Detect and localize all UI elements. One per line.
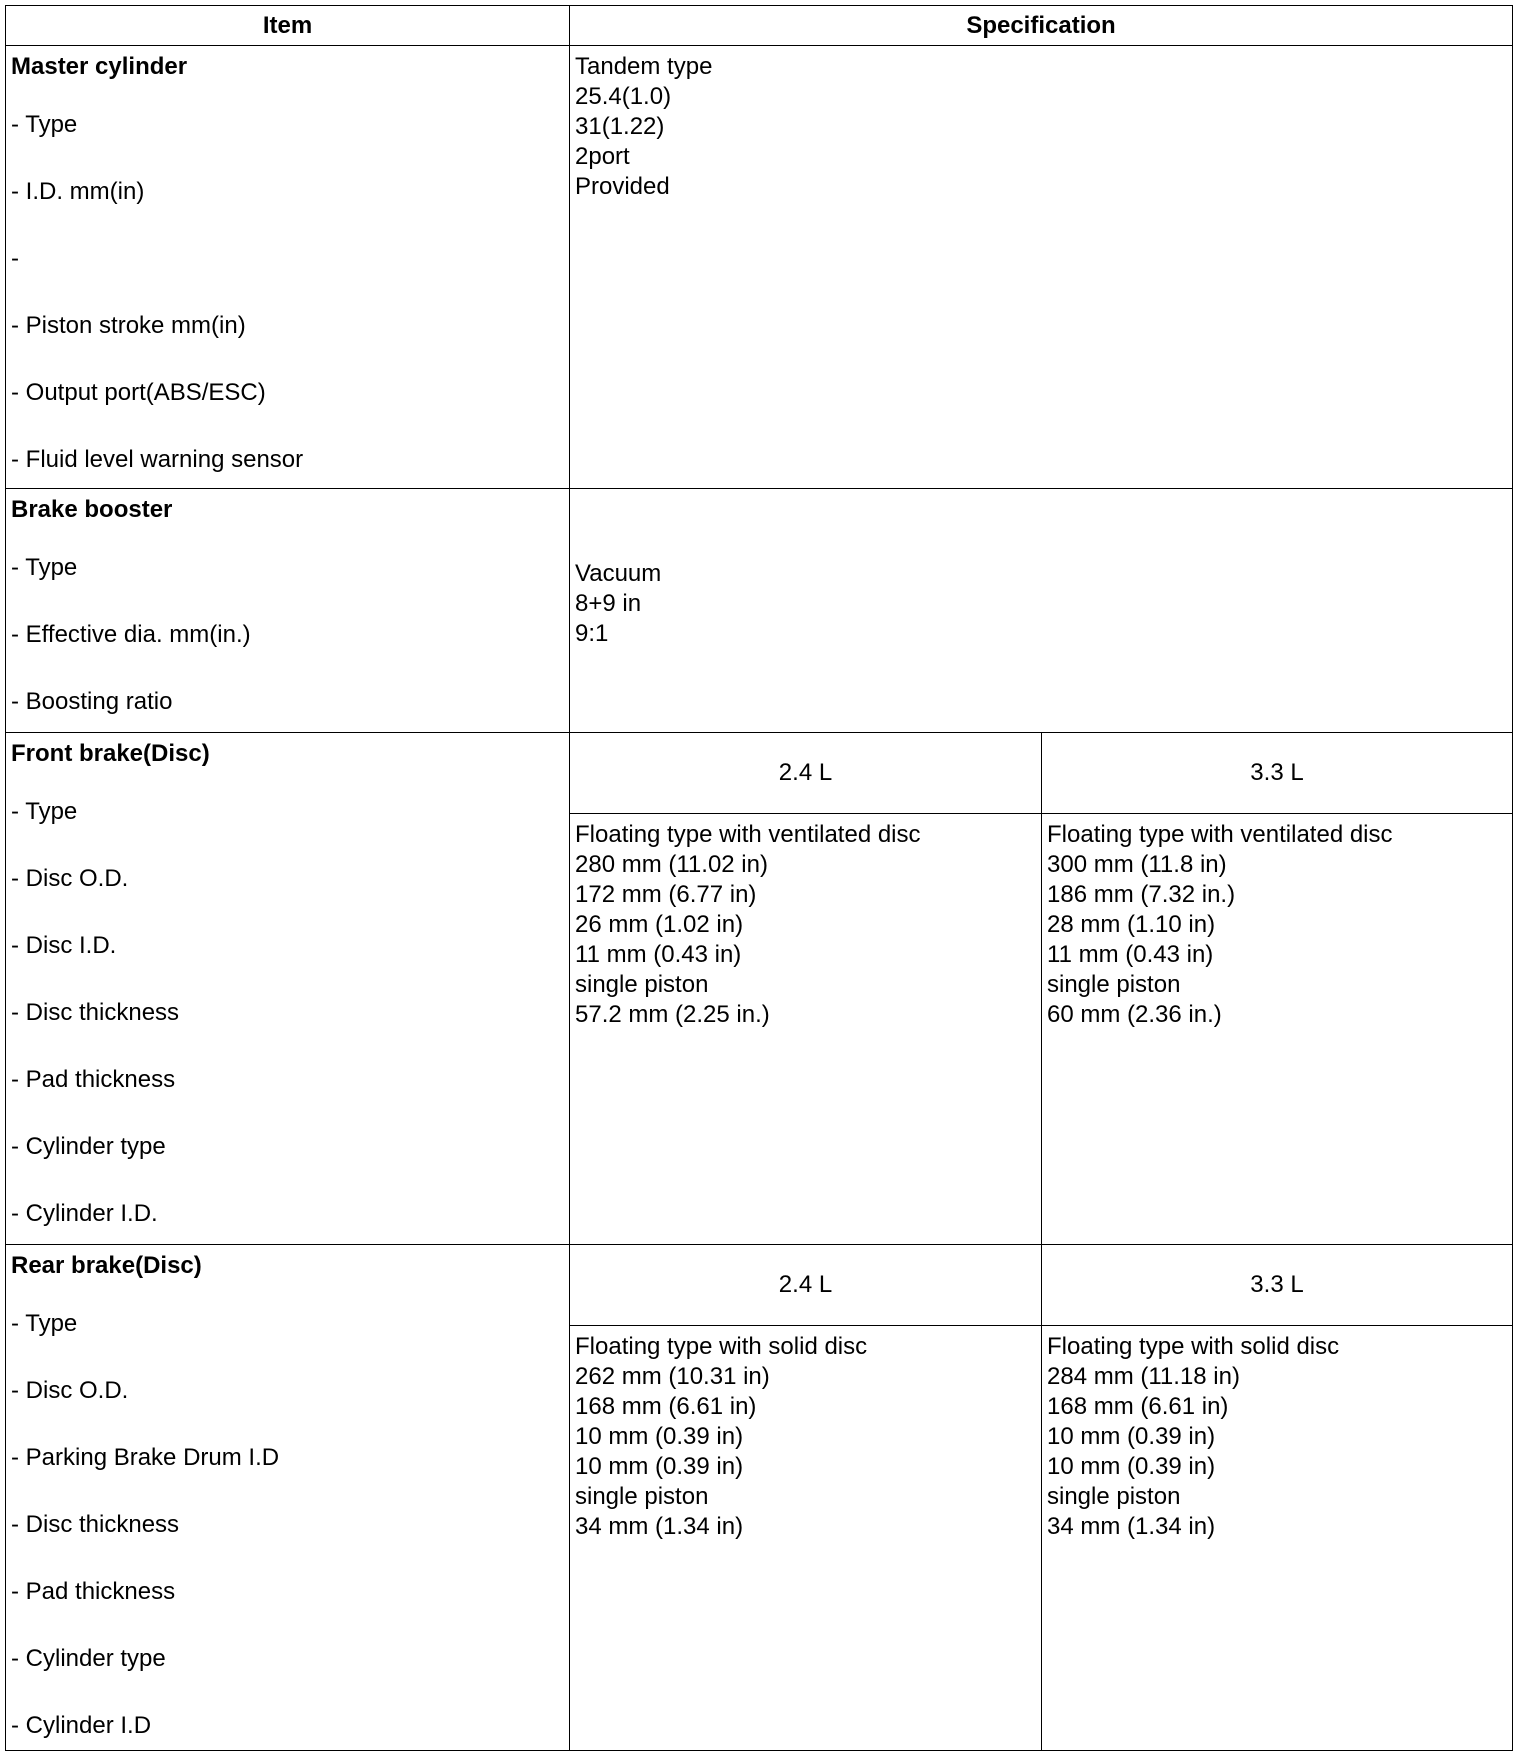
front-variant-2-4l: 2.4 L	[570, 733, 1042, 814]
param-label: - I.D. mm(in)	[11, 178, 145, 205]
spec-value: 10 mm (0.39 in)	[575, 1423, 744, 1450]
spec-value: 168 mm (6.61 in)	[575, 1393, 757, 1420]
spec-value: 172 mm (6.77 in)	[575, 881, 757, 908]
spec-value: Vacuum	[575, 560, 662, 587]
spec-value: single piston	[575, 971, 709, 998]
param-label: - Piston stroke mm(in)	[11, 312, 246, 339]
spec-value: 11 mm (0.43 in)	[1047, 941, 1214, 968]
front-variant-3-3l: 3.3 L	[1042, 733, 1513, 814]
spec-value: 11 mm (0.43 in)	[575, 941, 742, 968]
param-label: - Pad thickness	[11, 1066, 176, 1093]
item-column-header: Item	[6, 6, 570, 46]
param-label: - Pad thickness	[11, 1578, 176, 1605]
brake-booster-item-cell	[6, 489, 570, 733]
spec-value: single piston	[1047, 971, 1181, 998]
spec-value: Provided	[575, 173, 670, 200]
param-label: - Cylinder type	[11, 1645, 166, 1672]
master-cylinder-values	[570, 46, 1513, 489]
front-values-3-3l	[1042, 814, 1513, 1245]
front-brake-item-cell	[6, 733, 570, 1245]
spec-value: 28 mm (1.10 in)	[1047, 911, 1216, 938]
param-label: -	[11, 245, 19, 272]
spec-value: 10 mm (0.39 in)	[1047, 1423, 1216, 1450]
param-label: - Type	[11, 1310, 78, 1337]
spec-value: 2port	[575, 143, 630, 170]
spec-value: 168 mm (6.61 in)	[1047, 1393, 1229, 1420]
spec-value: 8+9 in	[575, 590, 642, 617]
group-title: Front brake(Disc)	[11, 740, 210, 767]
param-label: - Effective dia. mm(in.)	[11, 621, 251, 648]
spec-value: single piston	[1047, 1483, 1181, 1510]
rear-brake-item-cell	[6, 1245, 570, 1751]
table-header-row	[6, 6, 1513, 46]
param-label: - Type	[11, 111, 78, 138]
param-label: - Disc O.D.	[11, 1377, 129, 1404]
rear-values-2-4l	[570, 1326, 1042, 1751]
spec-value: Floating type with ventilated disc	[1047, 821, 1393, 848]
rear-values-3-3l	[1042, 1326, 1513, 1751]
spec-value: Floating type with ventilated disc	[575, 821, 921, 848]
param-label: - Cylinder type	[11, 1133, 166, 1160]
specification-column-header: Specification	[570, 6, 1513, 46]
group-title: Master cylinder	[11, 53, 188, 80]
param-label: - Disc O.D.	[11, 865, 129, 892]
spec-value: 10 mm (0.39 in)	[575, 1453, 744, 1480]
master-cylinder-item-cell	[6, 46, 570, 489]
param-label: - Boosting ratio	[11, 688, 173, 715]
spec-value: Tandem type	[575, 53, 713, 80]
spec-value: 186 mm (7.32 in.)	[1047, 881, 1236, 908]
rear-brake-header-row	[6, 1245, 1513, 1326]
rear-variant-3-3l: 3.3 L	[1042, 1245, 1513, 1326]
master-cylinder-row	[6, 46, 1513, 489]
param-label: - Cylinder I.D	[11, 1712, 152, 1739]
spec-value: 10 mm (0.39 in)	[1047, 1453, 1216, 1480]
spec-value: 57.2 mm (2.25 in.)	[575, 1001, 770, 1028]
spec-value: 31(1.22)	[575, 113, 665, 140]
brake-booster-values	[570, 489, 1513, 733]
spec-value: 300 mm (11.8 in)	[1047, 851, 1227, 878]
brake-booster-row	[6, 489, 1513, 733]
front-values-2-4l	[570, 814, 1042, 1245]
param-label: - Parking Brake Drum I.D	[11, 1444, 280, 1471]
spec-value: single piston	[575, 1483, 709, 1510]
spec-value: 34 mm (1.34 in)	[1047, 1513, 1216, 1540]
group-title: Rear brake(Disc)	[11, 1252, 202, 1279]
param-label: - Disc I.D.	[11, 932, 117, 959]
brake-spec-table	[5, 5, 1513, 1751]
spec-value: 25.4(1.0)	[575, 83, 672, 110]
param-label: - Output port(ABS/ESC)	[11, 379, 266, 406]
param-label: - Fluid level warning sensor	[11, 446, 304, 473]
rear-variant-2-4l: 2.4 L	[570, 1245, 1042, 1326]
spec-value: 280 mm (11.02 in)	[575, 851, 768, 878]
param-label: - Disc thickness	[11, 1511, 180, 1538]
spec-value: 34 mm (1.34 in)	[575, 1513, 744, 1540]
param-label: - Type	[11, 798, 78, 825]
spec-value: 284 mm (11.18 in)	[1047, 1363, 1240, 1390]
param-label: - Type	[11, 554, 78, 581]
param-label: - Cylinder I.D.	[11, 1200, 158, 1227]
front-brake-header-row	[6, 733, 1513, 814]
spec-value: 262 mm (10.31 in)	[575, 1363, 770, 1390]
param-label: - Disc thickness	[11, 999, 180, 1026]
spec-value: 9:1	[575, 620, 609, 647]
spec-value: 60 mm (2.36 in.)	[1047, 1001, 1222, 1028]
spec-value: Floating type with solid disc	[1047, 1333, 1340, 1360]
group-title: Brake booster	[11, 496, 173, 523]
spec-value: 26 mm (1.02 in)	[575, 911, 744, 938]
spec-value: Floating type with solid disc	[575, 1333, 868, 1360]
